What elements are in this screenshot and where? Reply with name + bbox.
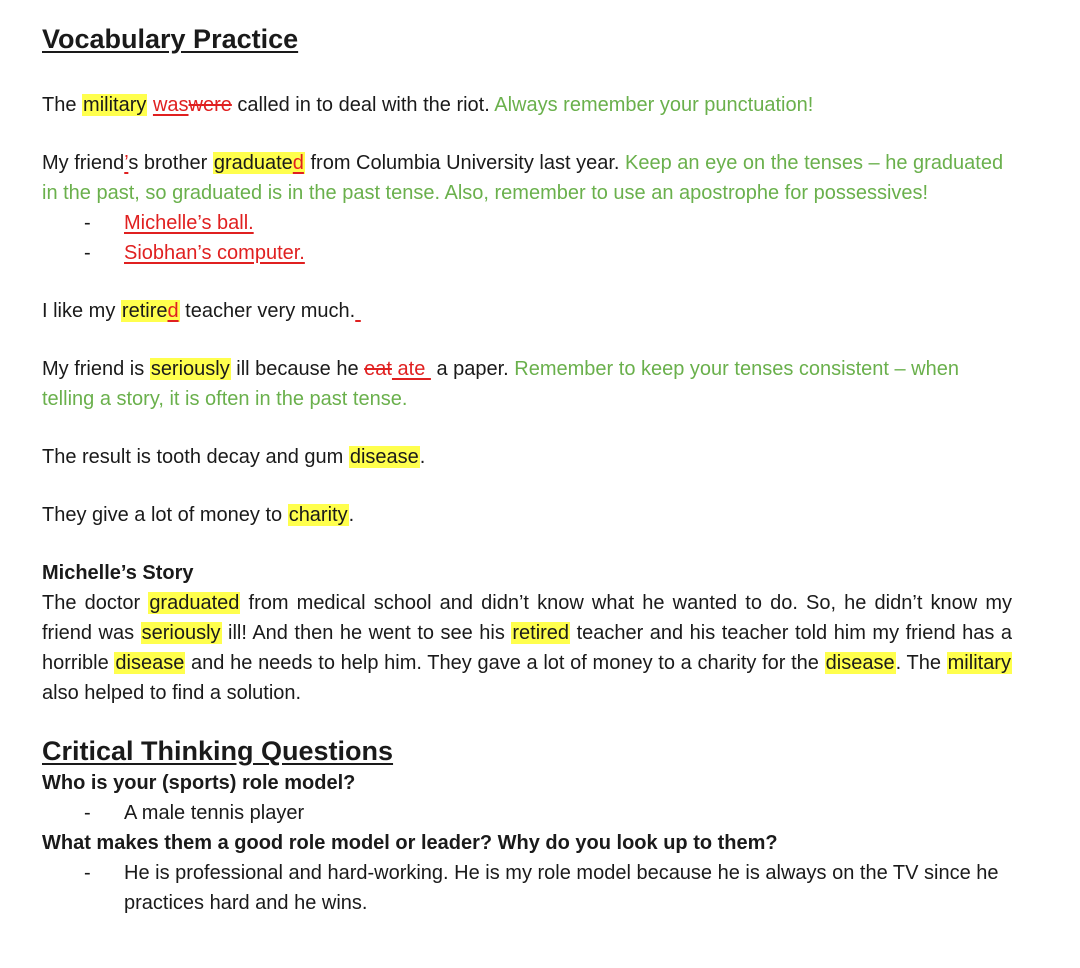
answer-2: - He is professional and hard-working. He is my role model because he is always on the TV since he practices hard and he wins.: [84, 862, 999, 914]
vocab-highlight: disease: [115, 652, 185, 674]
sentence-disease: The result is tooth decay and gum disease.: [42, 446, 426, 468]
vocab-highlight-retired: retired: [121, 300, 179, 322]
answer-list-1: [42, 798, 1012, 828]
sentence-military: The military waswere called in to deal with the riot. Always remember your punctuation!: [42, 94, 814, 116]
story-heading: Michelle’s Story: [42, 562, 194, 584]
sentence-graduated: My friend’s brother graduated from Columbia University last year. Keep an eye on the tenses – he graduated in the past, so graduated is in the past tense. Also, remember to use an apostrophe for possessives!: [42, 152, 1004, 204]
inserted-text: [355, 300, 361, 322]
sentence-seriously: My friend is seriously ill because he eat ate a paper. Remember to keep your tenses consistent – when telling a story, it is often in the past tense.: [42, 358, 959, 410]
vocab-highlight-graduated: graduated: [213, 152, 304, 174]
vocab-highlight-charity: charity: [288, 504, 348, 526]
teacher-comment: Keep an eye on the tenses – he graduated in the past, so graduated is in the past tense. Also, remember to use an apostrophe for possessives!: [42, 152, 1004, 204]
page-title: Vocabulary Practice: [42, 24, 299, 54]
deleted-text: eat: [364, 358, 392, 380]
vocab-highlight-military: military: [83, 94, 147, 116]
sentence-retired: I like my retired teacher very much.: [42, 296, 1012, 326]
vocab-highlight: disease: [825, 652, 895, 674]
question-2: What makes them a good role model or leader? Why do you look up to them?: [42, 832, 778, 854]
vocab-highlight: military: [947, 652, 1011, 674]
vocab-highlight: seriously: [141, 622, 221, 644]
deleted-text: were: [188, 94, 232, 116]
vocab-highlight-disease: disease: [349, 446, 419, 468]
teacher-comment: Always remember your punctuation!: [494, 94, 814, 116]
answer-list-2: [42, 858, 1012, 918]
vocab-highlight: graduated: [149, 592, 240, 614]
question-1: Who is your (sports) role model?: [42, 772, 356, 794]
sentence-charity: They give a lot of money to charity.: [42, 504, 355, 526]
critical-thinking-heading: Critical Thinking Questions: [42, 736, 394, 766]
answer-1: - A male tennis player: [84, 802, 305, 824]
teacher-comment: Remember to keep your tenses consistent – when telling a story, it is often in the past tense.: [42, 358, 959, 410]
list-item: - Michelle’s ball.: [84, 212, 254, 234]
inserted-text: d: [167, 300, 179, 322]
story-paragraph: The doctor graduated from medical school and didn’t know what he wanted to do. So, he didn’t know my friend was seriously ill! And then he went to see his retired teacher and his teacher told him my friend has a horrible disease and he needs to help him. They gave a lot of money to a charity for the disease. The military also helped to find a solution.: [42, 592, 1012, 704]
example-list: [42, 208, 1012, 268]
inserted-text: ’: [124, 152, 129, 174]
inserted-text: d: [292, 152, 304, 174]
inserted-text: was: [152, 94, 189, 116]
vocab-highlight-seriously: seriously: [150, 358, 230, 380]
vocab-highlight: retired: [512, 622, 570, 644]
list-item: - Siobhan’s computer.: [84, 242, 305, 264]
document-body: [42, 20, 1012, 918]
inserted-text: ate: [391, 358, 431, 380]
